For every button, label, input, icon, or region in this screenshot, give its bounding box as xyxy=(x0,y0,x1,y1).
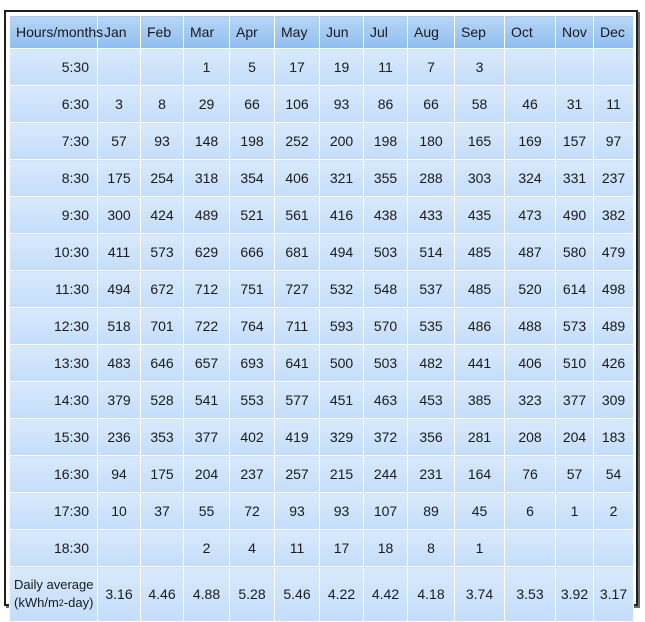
table-cell xyxy=(594,530,634,567)
table-cell: 11 xyxy=(275,530,320,567)
table-cell xyxy=(505,49,556,86)
table-cell: 535 xyxy=(408,308,455,345)
table-cell: 614 xyxy=(556,271,594,308)
table-cell: 93 xyxy=(141,123,184,160)
table-cell: 498 xyxy=(594,271,634,308)
row-hour-label: 11:30 xyxy=(10,271,98,308)
table-cell: 3 xyxy=(455,49,505,86)
table-cell: 331 xyxy=(556,160,594,197)
row-hour-label: 16:30 xyxy=(10,456,98,493)
header-month-oct: Oct xyxy=(505,16,556,49)
table-cell: 490 xyxy=(556,197,594,234)
table-cell: 722 xyxy=(184,308,230,345)
table-cell: 1 xyxy=(455,530,505,567)
table-cell xyxy=(141,530,184,567)
header-month-aug: Aug xyxy=(408,16,455,49)
row-hour-label: 13:30 xyxy=(10,345,98,382)
row-hour-label: 9:30 xyxy=(10,197,98,234)
table-cell: 17 xyxy=(320,530,364,567)
table-cell: 528 xyxy=(141,382,184,419)
table-cell: 354 xyxy=(230,160,275,197)
table-cell xyxy=(141,49,184,86)
table-cell: 402 xyxy=(230,419,275,456)
table-cell: 561 xyxy=(275,197,320,234)
table-cell: 94 xyxy=(98,456,141,493)
table-cell: 37 xyxy=(141,493,184,530)
table-cell: 236 xyxy=(98,419,141,456)
header-row xyxy=(10,16,634,49)
table-cell: 693 xyxy=(230,345,275,382)
table-cell: 580 xyxy=(556,234,594,271)
table-cell: 514 xyxy=(408,234,455,271)
table-cell: 157 xyxy=(556,123,594,160)
table-cell: 503 xyxy=(364,345,408,382)
table-cell: 701 xyxy=(141,308,184,345)
header-month-feb: Feb xyxy=(141,16,184,49)
table-cell: 473 xyxy=(505,197,556,234)
row-hour-label: 7:30 xyxy=(10,123,98,160)
table-cell: 521 xyxy=(230,197,275,234)
table-cell: 1 xyxy=(556,493,594,530)
table-cell: 494 xyxy=(98,271,141,308)
table-cell: 520 xyxy=(505,271,556,308)
table-cell: 106 xyxy=(275,86,320,123)
daily-average-cell: 5.46 xyxy=(275,567,320,622)
table-cell: 385 xyxy=(455,382,505,419)
table-row xyxy=(10,308,634,345)
table-cell: 244 xyxy=(364,456,408,493)
table-cell: 252 xyxy=(275,123,320,160)
table-cell: 148 xyxy=(184,123,230,160)
table-cell: 426 xyxy=(594,345,634,382)
table-cell: 433 xyxy=(408,197,455,234)
table-cell: 379 xyxy=(98,382,141,419)
table-cell: 518 xyxy=(98,308,141,345)
table-cell: 489 xyxy=(594,308,634,345)
table-cell: 164 xyxy=(455,456,505,493)
table-cell: 629 xyxy=(184,234,230,271)
table-cell: 657 xyxy=(184,345,230,382)
table-cell: 57 xyxy=(98,123,141,160)
table-cell: 31 xyxy=(556,86,594,123)
table-cell: 309 xyxy=(594,382,634,419)
irradiance-table-frame xyxy=(4,10,638,610)
table-row xyxy=(10,123,634,160)
daily-average-unit: $(kWh/m^2-day)$ xyxy=(14,595,94,610)
table-cell: 441 xyxy=(455,345,505,382)
table-cell: 281 xyxy=(455,419,505,456)
table-cell: 55 xyxy=(184,493,230,530)
row-hour-label: 14:30 xyxy=(10,382,98,419)
row-hour-label: 18:30 xyxy=(10,530,98,567)
table-cell: 169 xyxy=(505,123,556,160)
table-cell: 93 xyxy=(320,86,364,123)
header-month-nov: Nov xyxy=(556,16,594,49)
table-row xyxy=(10,86,634,123)
row-hour-label: 6:30 xyxy=(10,86,98,123)
solar-irradiance-table xyxy=(9,15,634,622)
table-cell: 451 xyxy=(320,382,364,419)
row-hour-label: 17:30 xyxy=(10,493,98,530)
table-cell: 2 xyxy=(594,493,634,530)
table-cell: 303 xyxy=(455,160,505,197)
table-cell: 6 xyxy=(505,493,556,530)
table-cell: 641 xyxy=(275,345,320,382)
table-cell: 29 xyxy=(184,86,230,123)
table-cell: 419 xyxy=(275,419,320,456)
table-cell: 488 xyxy=(505,308,556,345)
header-month-jun: Jun xyxy=(320,16,364,49)
table-cell: 494 xyxy=(320,234,364,271)
table-cell: 453 xyxy=(408,382,455,419)
table-cell: 593 xyxy=(320,308,364,345)
header-month-jul: Jul xyxy=(364,16,408,49)
header-month-mar: Mar xyxy=(184,16,230,49)
table-cell: 479 xyxy=(594,234,634,271)
table-row xyxy=(10,49,634,86)
table-cell: 288 xyxy=(408,160,455,197)
table-cell: 537 xyxy=(408,271,455,308)
table-cell: 751 xyxy=(230,271,275,308)
table-cell: 11 xyxy=(594,86,634,123)
table-cell: 18 xyxy=(364,530,408,567)
table-cell: 183 xyxy=(594,419,634,456)
table-cell: 329 xyxy=(320,419,364,456)
header-month-apr: Apr xyxy=(230,16,275,49)
table-cell: 485 xyxy=(455,234,505,271)
table-cell: 10 xyxy=(98,493,141,530)
table-cell: 411 xyxy=(98,234,141,271)
table-cell: 318 xyxy=(184,160,230,197)
table-cell: 377 xyxy=(184,419,230,456)
table-cell xyxy=(594,49,634,86)
row-hour-label: 15:30 xyxy=(10,419,98,456)
table-cell: 416 xyxy=(320,197,364,234)
table-cell: 175 xyxy=(141,456,184,493)
table-cell: 548 xyxy=(364,271,408,308)
table-cell: 237 xyxy=(230,456,275,493)
daily-average-cell: 3.17 xyxy=(594,567,634,622)
table-cell: 2 xyxy=(184,530,230,567)
table-cell xyxy=(98,530,141,567)
table-cell: 8 xyxy=(408,530,455,567)
daily-average-cell: 3.92 xyxy=(556,567,594,622)
header-hours-months: Hours/months xyxy=(10,16,98,49)
table-cell: 58 xyxy=(455,86,505,123)
daily-average-cell: 4.88 xyxy=(184,567,230,622)
table-cell: 200 xyxy=(320,123,364,160)
table-cell: 8 xyxy=(141,86,184,123)
daily-average-cell: 4.46 xyxy=(141,567,184,622)
table-cell: 3 xyxy=(98,86,141,123)
table-cell: 463 xyxy=(364,382,408,419)
table-cell: 93 xyxy=(320,493,364,530)
daily-average-cell: 3.16 xyxy=(98,567,141,622)
header-month-sep: Sep xyxy=(455,16,505,49)
table-cell: 231 xyxy=(408,456,455,493)
table-row xyxy=(10,345,634,382)
row-hour-label: 12:30 xyxy=(10,308,98,345)
table-cell: 175 xyxy=(98,160,141,197)
table-cell: 254 xyxy=(141,160,184,197)
daily-average-label xyxy=(10,567,98,622)
table-cell: 438 xyxy=(364,197,408,234)
table-cell: 487 xyxy=(505,234,556,271)
table-cell: 382 xyxy=(594,197,634,234)
table-row xyxy=(10,271,634,308)
daily-average-cell: 4.18 xyxy=(408,567,455,622)
table-cell: 355 xyxy=(364,160,408,197)
table-cell: 377 xyxy=(556,382,594,419)
table-cell: 57 xyxy=(556,456,594,493)
table-cell: 66 xyxy=(408,86,455,123)
table-cell: 727 xyxy=(275,271,320,308)
table-row xyxy=(10,160,634,197)
table-cell: 237 xyxy=(594,160,634,197)
table-cell: 323 xyxy=(505,382,556,419)
table-cell: 406 xyxy=(275,160,320,197)
table-cell: 17 xyxy=(275,49,320,86)
table-cell: 435 xyxy=(455,197,505,234)
table-cell: 93 xyxy=(275,493,320,530)
table-cell: 107 xyxy=(364,493,408,530)
table-cell: 356 xyxy=(408,419,455,456)
table-cell xyxy=(556,49,594,86)
table-cell: 180 xyxy=(408,123,455,160)
table-cell: 573 xyxy=(556,308,594,345)
daily-average-cell: 3.53 xyxy=(505,567,556,622)
table-cell: 553 xyxy=(230,382,275,419)
table-cell: 198 xyxy=(364,123,408,160)
table-cell: 54 xyxy=(594,456,634,493)
daily-average-label-line1: Daily average xyxy=(14,577,94,592)
table-cell: 681 xyxy=(275,234,320,271)
table-cell: 353 xyxy=(141,419,184,456)
table-cell: 500 xyxy=(320,345,364,382)
table-cell: 372 xyxy=(364,419,408,456)
row-hour-label: 8:30 xyxy=(10,160,98,197)
table-cell: 198 xyxy=(230,123,275,160)
table-cell: 300 xyxy=(98,197,141,234)
table-cell: 89 xyxy=(408,493,455,530)
table-cell: 165 xyxy=(455,123,505,160)
table-cell: 7 xyxy=(408,49,455,86)
table-cell: 257 xyxy=(275,456,320,493)
table-cell: 424 xyxy=(141,197,184,234)
table-cell: 577 xyxy=(275,382,320,419)
table-cell: 76 xyxy=(505,456,556,493)
header-month-dec: Dec xyxy=(594,16,634,49)
table-cell: 208 xyxy=(505,419,556,456)
table-cell: 510 xyxy=(556,345,594,382)
table-cell: 503 xyxy=(364,234,408,271)
table-cell: 19 xyxy=(320,49,364,86)
table-cell: 97 xyxy=(594,123,634,160)
table-cell: 45 xyxy=(455,493,505,530)
table-cell: 483 xyxy=(98,345,141,382)
table-cell: 72 xyxy=(230,493,275,530)
daily-average-cell: 4.42 xyxy=(364,567,408,622)
table-cell: 215 xyxy=(320,456,364,493)
table-cell xyxy=(505,530,556,567)
table-cell: 486 xyxy=(455,308,505,345)
row-hour-label: 10:30 xyxy=(10,234,98,271)
table-cell xyxy=(556,530,594,567)
table-cell: 5 xyxy=(230,49,275,86)
table-cell: 666 xyxy=(230,234,275,271)
table-cell: 532 xyxy=(320,271,364,308)
table-cell xyxy=(98,49,141,86)
table-cell: 764 xyxy=(230,308,275,345)
table-cell: 4 xyxy=(230,530,275,567)
table-body xyxy=(10,49,634,622)
table-cell: 1 xyxy=(184,49,230,86)
table-cell: 204 xyxy=(556,419,594,456)
table-cell: 324 xyxy=(505,160,556,197)
table-cell: 11 xyxy=(364,49,408,86)
table-row xyxy=(10,234,634,271)
table-row xyxy=(10,493,634,530)
table-cell: 711 xyxy=(275,308,320,345)
daily-average-cell: 3.74 xyxy=(455,567,505,622)
table-row xyxy=(10,382,634,419)
table-cell: 672 xyxy=(141,271,184,308)
table-cell: 482 xyxy=(408,345,455,382)
table-row xyxy=(10,530,634,567)
table-row xyxy=(10,456,634,493)
header-month-may: May xyxy=(275,16,320,49)
table-cell: 570 xyxy=(364,308,408,345)
table-cell: 204 xyxy=(184,456,230,493)
daily-average-row xyxy=(10,567,634,622)
table-cell: 646 xyxy=(141,345,184,382)
table-cell: 485 xyxy=(455,271,505,308)
table-cell: 541 xyxy=(184,382,230,419)
table-cell: 66 xyxy=(230,86,275,123)
table-cell: 46 xyxy=(505,86,556,123)
table-cell: 489 xyxy=(184,197,230,234)
daily-average-cell: 5.28 xyxy=(230,567,275,622)
table-row xyxy=(10,419,634,456)
header-month-jan: Jan xyxy=(98,16,141,49)
row-hour-label: 5:30 xyxy=(10,49,98,86)
table-cell: 406 xyxy=(505,345,556,382)
daily-average-cell: 4.22 xyxy=(320,567,364,622)
table-cell: 573 xyxy=(141,234,184,271)
table-cell: 321 xyxy=(320,160,364,197)
table-cell: 712 xyxy=(184,271,230,308)
table-row xyxy=(10,197,634,234)
table-cell: 86 xyxy=(364,86,408,123)
